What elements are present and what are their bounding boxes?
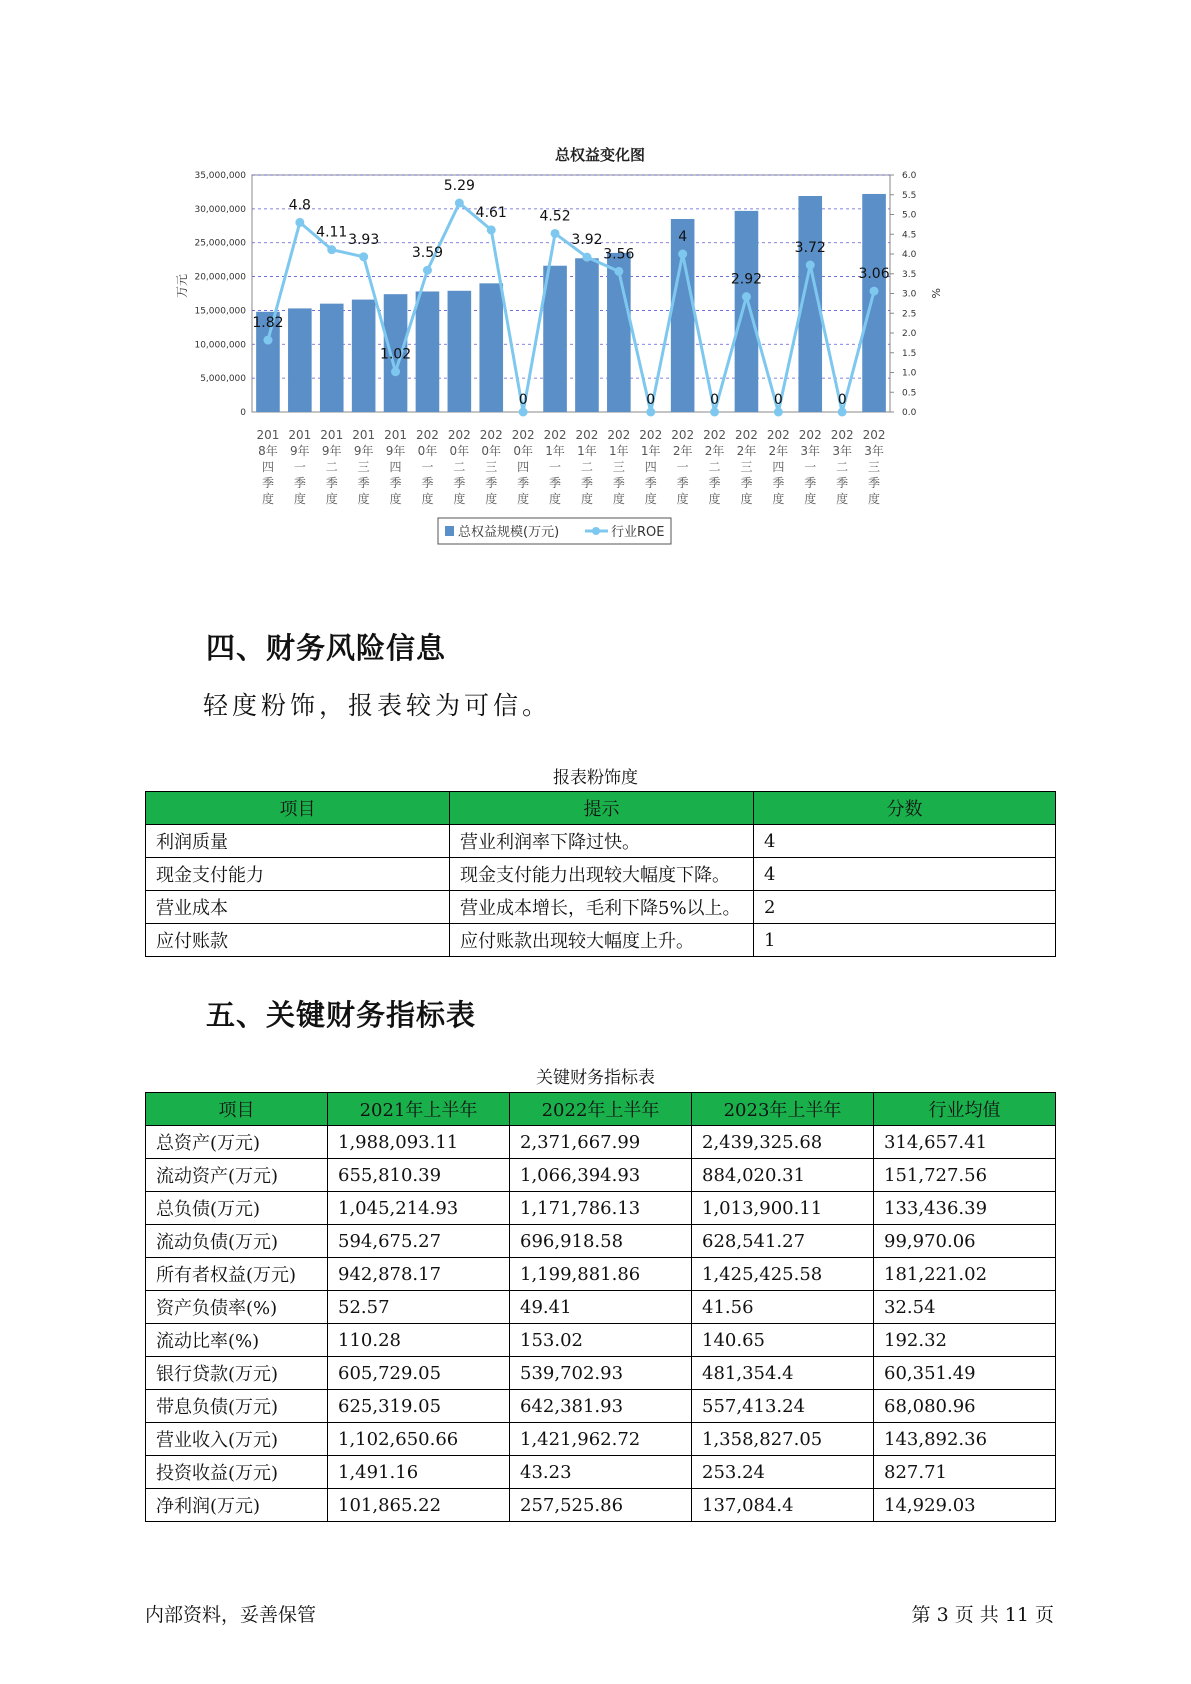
x-category-label: 度 bbox=[325, 492, 338, 506]
table-cell: 流动比率(%) bbox=[146, 1324, 328, 1357]
table-caption-window-dressing: 报表粉饰度 bbox=[553, 768, 638, 788]
table-cell: 110.28 bbox=[328, 1324, 510, 1357]
roe-data-label: 0 bbox=[710, 392, 720, 408]
x-category-label: 9年 bbox=[321, 444, 342, 458]
x-category-label: 度 bbox=[612, 492, 625, 506]
table-cell: 营业利润率下降过快。 bbox=[450, 825, 754, 858]
roe-data-label: 4.61 bbox=[475, 204, 507, 221]
table-cell: 4 bbox=[754, 825, 1056, 858]
x-category-label: 度 bbox=[868, 492, 881, 506]
left-y-axis bbox=[194, 171, 246, 418]
x-category-label: 度 bbox=[580, 492, 593, 506]
x-category-label: 度 bbox=[293, 492, 306, 506]
column-header: 项目 bbox=[146, 792, 450, 825]
x-category-label: 四 bbox=[644, 460, 657, 474]
x-category-label: 季 bbox=[580, 476, 593, 490]
table-cell: 营业成本增长，毛利下降5%以上。 bbox=[450, 891, 754, 924]
column-header: 2021年上半年 bbox=[328, 1093, 510, 1126]
x-category-label: 一 bbox=[293, 460, 306, 474]
table-row bbox=[146, 1489, 1056, 1522]
table-cell: 1,425,425.58 bbox=[692, 1258, 874, 1291]
table-cell: 1,988,093.11 bbox=[328, 1126, 510, 1159]
table-cell: 应付账款 bbox=[146, 924, 450, 957]
roe-point bbox=[455, 199, 464, 208]
table-cell: 资产负债率(%) bbox=[146, 1291, 328, 1324]
x-category-label: 季 bbox=[293, 476, 306, 490]
table-cell: 2,371,667.99 bbox=[510, 1126, 692, 1159]
table-cell: 所有者权益(万元) bbox=[146, 1258, 328, 1291]
table-cell: 1,171,786.13 bbox=[510, 1192, 692, 1225]
roe-point bbox=[391, 367, 400, 376]
x-category-label: 201 bbox=[352, 428, 376, 442]
column-header: 2022年上半年 bbox=[510, 1093, 692, 1126]
roe-data-label: 2.92 bbox=[730, 271, 763, 288]
roe-data-label: 0 bbox=[646, 392, 656, 408]
table-cell: 594,675.27 bbox=[328, 1225, 510, 1258]
table-header-row bbox=[146, 1093, 1056, 1126]
table-cell: 628,541.27 bbox=[692, 1225, 874, 1258]
roe-data-label: 5.29 bbox=[443, 178, 475, 195]
table-cell: 利润质量 bbox=[146, 825, 450, 858]
x-category-label: 202 bbox=[830, 428, 854, 442]
table-cell: 1,491.16 bbox=[328, 1456, 510, 1489]
roe-point bbox=[774, 408, 783, 417]
table-cell: 827.71 bbox=[874, 1456, 1056, 1489]
x-category-label: 季 bbox=[676, 476, 689, 490]
roe-data-label: 4.11 bbox=[316, 224, 348, 241]
x-category-label: 0年 bbox=[513, 444, 533, 458]
right-tick-label: 5.0 bbox=[902, 210, 917, 221]
table-cell: 655,810.39 bbox=[328, 1159, 510, 1192]
table-cell: 253.24 bbox=[692, 1456, 874, 1489]
x-category-label: 度 bbox=[740, 492, 753, 506]
table-cell: 现金支付能力 bbox=[146, 858, 450, 891]
roe-point bbox=[870, 287, 879, 296]
roe-data-label: 3.56 bbox=[603, 246, 635, 263]
table-cell: 99,970.06 bbox=[874, 1225, 1056, 1258]
x-category-label: 季 bbox=[644, 476, 657, 490]
chart-grid bbox=[252, 175, 890, 412]
column-header: 项目 bbox=[146, 1093, 328, 1126]
window-dressing-table bbox=[145, 791, 1056, 957]
table-cell: 49.41 bbox=[510, 1291, 692, 1324]
x-category-label: 季 bbox=[517, 476, 530, 490]
x-category-label: 8年 bbox=[258, 444, 278, 458]
section-title-key-indicators: 五、关键财务指标表 bbox=[206, 998, 477, 1032]
roe-point bbox=[710, 408, 719, 417]
right-tick-label: 1.5 bbox=[902, 348, 917, 359]
roe-point bbox=[327, 245, 336, 254]
risk-summary-text: 轻度粉饰，报表较为可信。 bbox=[203, 691, 552, 720]
x-category-label: 二 bbox=[708, 460, 721, 474]
x-category-label: 0年 bbox=[481, 444, 502, 458]
x-category-label: 三 bbox=[868, 460, 881, 474]
table-cell: 营业成本 bbox=[146, 891, 450, 924]
x-category-label: 202 bbox=[511, 428, 535, 442]
x-category-label: 三 bbox=[357, 460, 370, 474]
x-category-label: 三 bbox=[740, 460, 753, 474]
table-cell: 192.32 bbox=[874, 1324, 1056, 1357]
table-row bbox=[146, 1225, 1056, 1258]
x-category-label: 0年 bbox=[417, 444, 438, 458]
x-category-label: 201 bbox=[384, 428, 408, 442]
x-category-label: 0年 bbox=[449, 444, 470, 458]
table-cell: 43.23 bbox=[510, 1456, 692, 1489]
table-cell: 2,439,325.68 bbox=[692, 1126, 874, 1159]
right-tick-label: 5.5 bbox=[902, 190, 917, 201]
x-category-label: 202 bbox=[766, 428, 790, 442]
x-category-label: 1年 bbox=[640, 444, 661, 458]
x-category-label: 度 bbox=[421, 492, 434, 506]
roe-data-label: 4.52 bbox=[539, 208, 571, 225]
right-tick-label: 1.0 bbox=[902, 368, 917, 379]
table-cell: 140.65 bbox=[692, 1324, 874, 1357]
equity-bar bbox=[448, 291, 472, 412]
table-cell: 投资收益(万元) bbox=[146, 1456, 328, 1489]
x-category-label: 一 bbox=[549, 460, 562, 474]
table-cell: 2 bbox=[754, 891, 1056, 924]
left-tick-label: 15,000,000 bbox=[194, 306, 246, 317]
table-row bbox=[146, 1390, 1056, 1423]
x-category-label: 度 bbox=[772, 492, 785, 506]
x-category-label: 二 bbox=[836, 460, 849, 474]
table-header-row bbox=[146, 792, 1056, 825]
table-cell: 68,080.96 bbox=[874, 1390, 1056, 1423]
left-tick-label: 35,000,000 bbox=[194, 171, 246, 181]
section-title-risk: 四、财务风险信息 bbox=[206, 631, 447, 665]
table-cell: 942,878.17 bbox=[328, 1258, 510, 1291]
table-row bbox=[146, 1324, 1056, 1357]
roe-point bbox=[582, 253, 591, 262]
x-category-label: 9年 bbox=[290, 444, 310, 458]
roe-data-label: 1.02 bbox=[379, 346, 412, 363]
roe-data-label: 3.93 bbox=[348, 231, 380, 248]
x-category-label: 2年 bbox=[672, 444, 693, 458]
x-category-label: 二 bbox=[325, 460, 338, 474]
table-row bbox=[146, 1126, 1056, 1159]
roe-point bbox=[295, 218, 304, 227]
footer-confidential-note: 内部资料，妥善保管 bbox=[145, 1604, 317, 1626]
x-category-label: 2年 bbox=[704, 444, 725, 458]
roe-point bbox=[646, 408, 655, 417]
x-category-label: 202 bbox=[703, 428, 727, 442]
roe-data-label: 3.72 bbox=[794, 240, 826, 257]
right-tick-label: 6.0 bbox=[902, 171, 917, 181]
x-category-labels bbox=[256, 428, 885, 506]
right-tick-label: 0.5 bbox=[902, 388, 917, 399]
right-tick-label: 2.0 bbox=[902, 329, 917, 339]
left-tick-label: 30,000,000 bbox=[194, 204, 246, 215]
table-cell: 净利润(万元) bbox=[146, 1489, 328, 1522]
footer-page-number: 第 3 页 共 11 页 bbox=[911, 1604, 1054, 1626]
x-category-label: 1年 bbox=[545, 444, 565, 458]
table-row bbox=[146, 1192, 1056, 1225]
chart-legend bbox=[438, 518, 671, 544]
x-category-label: 季 bbox=[804, 476, 817, 490]
x-category-label: 度 bbox=[517, 492, 530, 506]
x-category-label: 三 bbox=[485, 460, 498, 474]
table-row bbox=[146, 1258, 1056, 1291]
table-cell: 133,436.39 bbox=[874, 1192, 1056, 1225]
x-category-label: 季 bbox=[421, 476, 434, 490]
legend-label-bar: 总权益规模(万元) bbox=[458, 525, 560, 540]
x-category-label: 1年 bbox=[577, 444, 597, 458]
x-category-label: 201 bbox=[288, 428, 312, 442]
equity-bar bbox=[352, 300, 376, 412]
column-header: 行业均值 bbox=[874, 1093, 1056, 1126]
x-category-label: 度 bbox=[485, 492, 498, 506]
x-category-label: 度 bbox=[708, 492, 721, 506]
x-category-label: 季 bbox=[357, 476, 370, 490]
x-category-label: 3年 bbox=[800, 444, 821, 458]
x-category-label: 202 bbox=[607, 428, 631, 442]
table-caption-key-indicators: 关键财务指标表 bbox=[536, 1068, 655, 1088]
x-category-label: 201 bbox=[320, 428, 344, 442]
left-tick-label: 10,000,000 bbox=[194, 340, 246, 351]
table-cell: 营业收入(万元) bbox=[146, 1423, 328, 1456]
roe-point bbox=[359, 252, 368, 261]
x-category-label: 202 bbox=[543, 428, 567, 442]
table-cell: 14,929.03 bbox=[874, 1489, 1056, 1522]
table-cell: 101,865.22 bbox=[328, 1489, 510, 1522]
roe-data-label: 3.59 bbox=[411, 245, 444, 262]
right-tick-label: 4.0 bbox=[902, 250, 917, 260]
equity-bars bbox=[256, 194, 886, 412]
equity-bar bbox=[288, 308, 312, 412]
x-category-label: 季 bbox=[612, 476, 625, 490]
equity-bar bbox=[735, 211, 759, 412]
column-header: 2023年上半年 bbox=[692, 1093, 874, 1126]
table-cell: 539,702.93 bbox=[510, 1357, 692, 1390]
table-cell: 总资产(万元) bbox=[146, 1126, 328, 1159]
table-row bbox=[146, 1357, 1056, 1390]
roe-data-label: 0 bbox=[837, 392, 847, 408]
equity-bar bbox=[479, 283, 503, 412]
table-row bbox=[146, 1456, 1056, 1489]
table-cell: 52.57 bbox=[328, 1291, 510, 1324]
table-row bbox=[146, 1423, 1056, 1456]
legend-swatch-marker bbox=[592, 527, 600, 535]
x-category-label: 季 bbox=[740, 476, 753, 490]
right-tick-label: 3.0 bbox=[902, 289, 917, 300]
x-category-label: 202 bbox=[798, 428, 822, 442]
x-category-label: 一 bbox=[421, 460, 434, 474]
x-category-label: 季 bbox=[772, 476, 785, 490]
left-tick-label: 5,000,000 bbox=[200, 374, 246, 385]
table-row bbox=[146, 891, 1056, 924]
x-category-label: 202 bbox=[415, 428, 439, 442]
x-category-label: 3年 bbox=[864, 444, 884, 458]
x-category-label: 二 bbox=[453, 460, 466, 474]
x-category-label: 四 bbox=[389, 460, 402, 474]
roe-data-label: 0 bbox=[773, 392, 783, 408]
x-category-label: 季 bbox=[325, 476, 338, 490]
table-cell: 257,525.86 bbox=[510, 1489, 692, 1522]
left-tick-label: 25,000,000 bbox=[194, 238, 246, 249]
table-cell: 1,358,827.05 bbox=[692, 1423, 874, 1456]
table-cell: 143,892.36 bbox=[874, 1423, 1056, 1456]
table-cell: 41.56 bbox=[692, 1291, 874, 1324]
legend-swatch-bar bbox=[445, 526, 454, 536]
x-category-label: 度 bbox=[357, 492, 370, 506]
roe-point bbox=[263, 336, 272, 345]
key-indicators-table bbox=[145, 1092, 1056, 1522]
roe-data-label: 1.82 bbox=[252, 315, 284, 332]
table-cell: 4 bbox=[754, 858, 1056, 891]
x-category-label: 四 bbox=[261, 460, 274, 474]
x-category-label: 1年 bbox=[609, 444, 629, 458]
roe-data-label: 4.8 bbox=[288, 197, 311, 214]
table-cell: 1,421,962.72 bbox=[510, 1423, 692, 1456]
table-cell: 696,918.58 bbox=[510, 1225, 692, 1258]
left-tick-label: 0 bbox=[240, 408, 246, 418]
table-cell: 153.02 bbox=[510, 1324, 692, 1357]
chart-title: 总权益变化图 bbox=[554, 146, 646, 164]
equity-bar bbox=[416, 291, 440, 412]
column-header: 分数 bbox=[754, 792, 1056, 825]
table-row bbox=[146, 858, 1056, 891]
x-category-label: 度 bbox=[549, 492, 562, 506]
x-category-label: 三 bbox=[612, 460, 625, 474]
table-cell: 605,729.05 bbox=[328, 1357, 510, 1390]
table-cell: 1,013,900.11 bbox=[692, 1192, 874, 1225]
table-cell: 流动负债(万元) bbox=[146, 1225, 328, 1258]
left-tick-label: 20,000,000 bbox=[194, 272, 246, 283]
table-cell: 625,319.05 bbox=[328, 1390, 510, 1423]
table-cell: 642,381.93 bbox=[510, 1390, 692, 1423]
x-category-label: 2年 bbox=[736, 444, 757, 458]
table-cell: 银行贷款(万元) bbox=[146, 1357, 328, 1390]
roe-point bbox=[806, 261, 815, 270]
roe-line bbox=[252, 178, 889, 416]
legend-label-line: 行业ROE bbox=[611, 525, 665, 540]
roe-point bbox=[519, 408, 528, 417]
equity-bar bbox=[320, 304, 344, 412]
table-row bbox=[146, 1291, 1056, 1324]
x-category-label: 度 bbox=[389, 492, 402, 506]
table-cell: 181,221.02 bbox=[874, 1258, 1056, 1291]
right-tick-label: 4.5 bbox=[902, 230, 917, 241]
table-row bbox=[146, 825, 1056, 858]
roe-point bbox=[838, 408, 847, 417]
table-cell: 557,413.24 bbox=[692, 1390, 874, 1423]
x-category-label: 度 bbox=[644, 492, 657, 506]
x-category-label: 度 bbox=[836, 492, 849, 506]
roe-data-label: 0 bbox=[518, 392, 528, 408]
x-category-label: 202 bbox=[639, 428, 663, 442]
table-cell: 现金支付能力出现较大幅度下降。 bbox=[450, 858, 754, 891]
roe-point bbox=[614, 267, 623, 276]
x-category-label: 季 bbox=[485, 476, 498, 490]
right-y-axis bbox=[890, 171, 917, 418]
table-cell: 60,351.49 bbox=[874, 1357, 1056, 1390]
table-cell: 32.54 bbox=[874, 1291, 1056, 1324]
roe-point bbox=[487, 225, 496, 234]
x-category-label: 四 bbox=[772, 460, 785, 474]
table-row bbox=[146, 1159, 1056, 1192]
x-category-label: 度 bbox=[804, 492, 817, 506]
equity-bar bbox=[862, 194, 886, 412]
x-category-label: 201 bbox=[256, 428, 280, 442]
table-cell: 流动资产(万元) bbox=[146, 1159, 328, 1192]
x-category-label: 3年 bbox=[832, 444, 852, 458]
x-category-label: 度 bbox=[261, 492, 274, 506]
right-tick-label: 2.5 bbox=[902, 309, 917, 320]
table-cell: 1 bbox=[754, 924, 1056, 957]
x-category-label: 四 bbox=[517, 460, 530, 474]
table-cell: 314,657.41 bbox=[874, 1126, 1056, 1159]
right-tick-label: 3.5 bbox=[902, 269, 917, 280]
x-category-label: 季 bbox=[868, 476, 881, 490]
x-category-label: 二 bbox=[580, 460, 593, 474]
total-equity-chart bbox=[175, 138, 1000, 588]
x-category-label: 度 bbox=[453, 492, 466, 506]
roe-data-label: 3.06 bbox=[858, 266, 890, 283]
plot-frame bbox=[252, 175, 890, 412]
roe-point bbox=[423, 266, 432, 275]
table-cell: 应付账款出现较大幅度上升。 bbox=[450, 924, 754, 957]
x-category-label: 季 bbox=[261, 476, 274, 490]
x-category-label: 202 bbox=[479, 428, 503, 442]
x-category-label: 202 bbox=[862, 428, 886, 442]
roe-point bbox=[551, 229, 560, 238]
right-tick-label: 0.0 bbox=[902, 408, 917, 418]
x-category-label: 202 bbox=[671, 428, 695, 442]
x-category-label: 季 bbox=[453, 476, 466, 490]
x-category-label: 9年 bbox=[385, 444, 406, 458]
table-cell: 137,084.4 bbox=[692, 1489, 874, 1522]
x-category-label: 一 bbox=[804, 460, 817, 474]
roe-data-label: 4 bbox=[678, 229, 688, 245]
equity-bar bbox=[671, 219, 695, 412]
x-category-label: 季 bbox=[708, 476, 721, 490]
roe-point bbox=[742, 292, 751, 301]
x-category-label: 季 bbox=[836, 476, 849, 490]
column-header: 提示 bbox=[450, 792, 754, 825]
left-axis-label: 万元 bbox=[175, 273, 189, 298]
x-category-label: 一 bbox=[676, 460, 689, 474]
roe-data-label: 3.92 bbox=[571, 232, 603, 249]
right-axis-label: % bbox=[929, 288, 942, 299]
table-cell: 带息负债(万元) bbox=[146, 1390, 328, 1423]
table-cell: 884,020.31 bbox=[692, 1159, 874, 1192]
table-cell: 1,045,214.93 bbox=[328, 1192, 510, 1225]
table-cell: 总负债(万元) bbox=[146, 1192, 328, 1225]
x-category-label: 202 bbox=[575, 428, 599, 442]
roe-point bbox=[678, 250, 687, 259]
x-category-label: 季 bbox=[389, 476, 402, 490]
table-cell: 1,102,650.66 bbox=[328, 1423, 510, 1456]
x-category-label: 9年 bbox=[353, 444, 374, 458]
table-cell: 1,199,881.86 bbox=[510, 1258, 692, 1291]
table-cell: 151,727.56 bbox=[874, 1159, 1056, 1192]
x-category-label: 度 bbox=[676, 492, 689, 506]
x-category-label: 季 bbox=[549, 476, 562, 490]
table-row bbox=[146, 924, 1056, 957]
equity-bar bbox=[575, 258, 599, 412]
table-cell: 481,354.4 bbox=[692, 1357, 874, 1390]
x-category-label: 2年 bbox=[768, 444, 789, 458]
x-category-label: 202 bbox=[734, 428, 758, 442]
x-category-label: 202 bbox=[447, 428, 471, 442]
table-cell: 1,066,394.93 bbox=[510, 1159, 692, 1192]
